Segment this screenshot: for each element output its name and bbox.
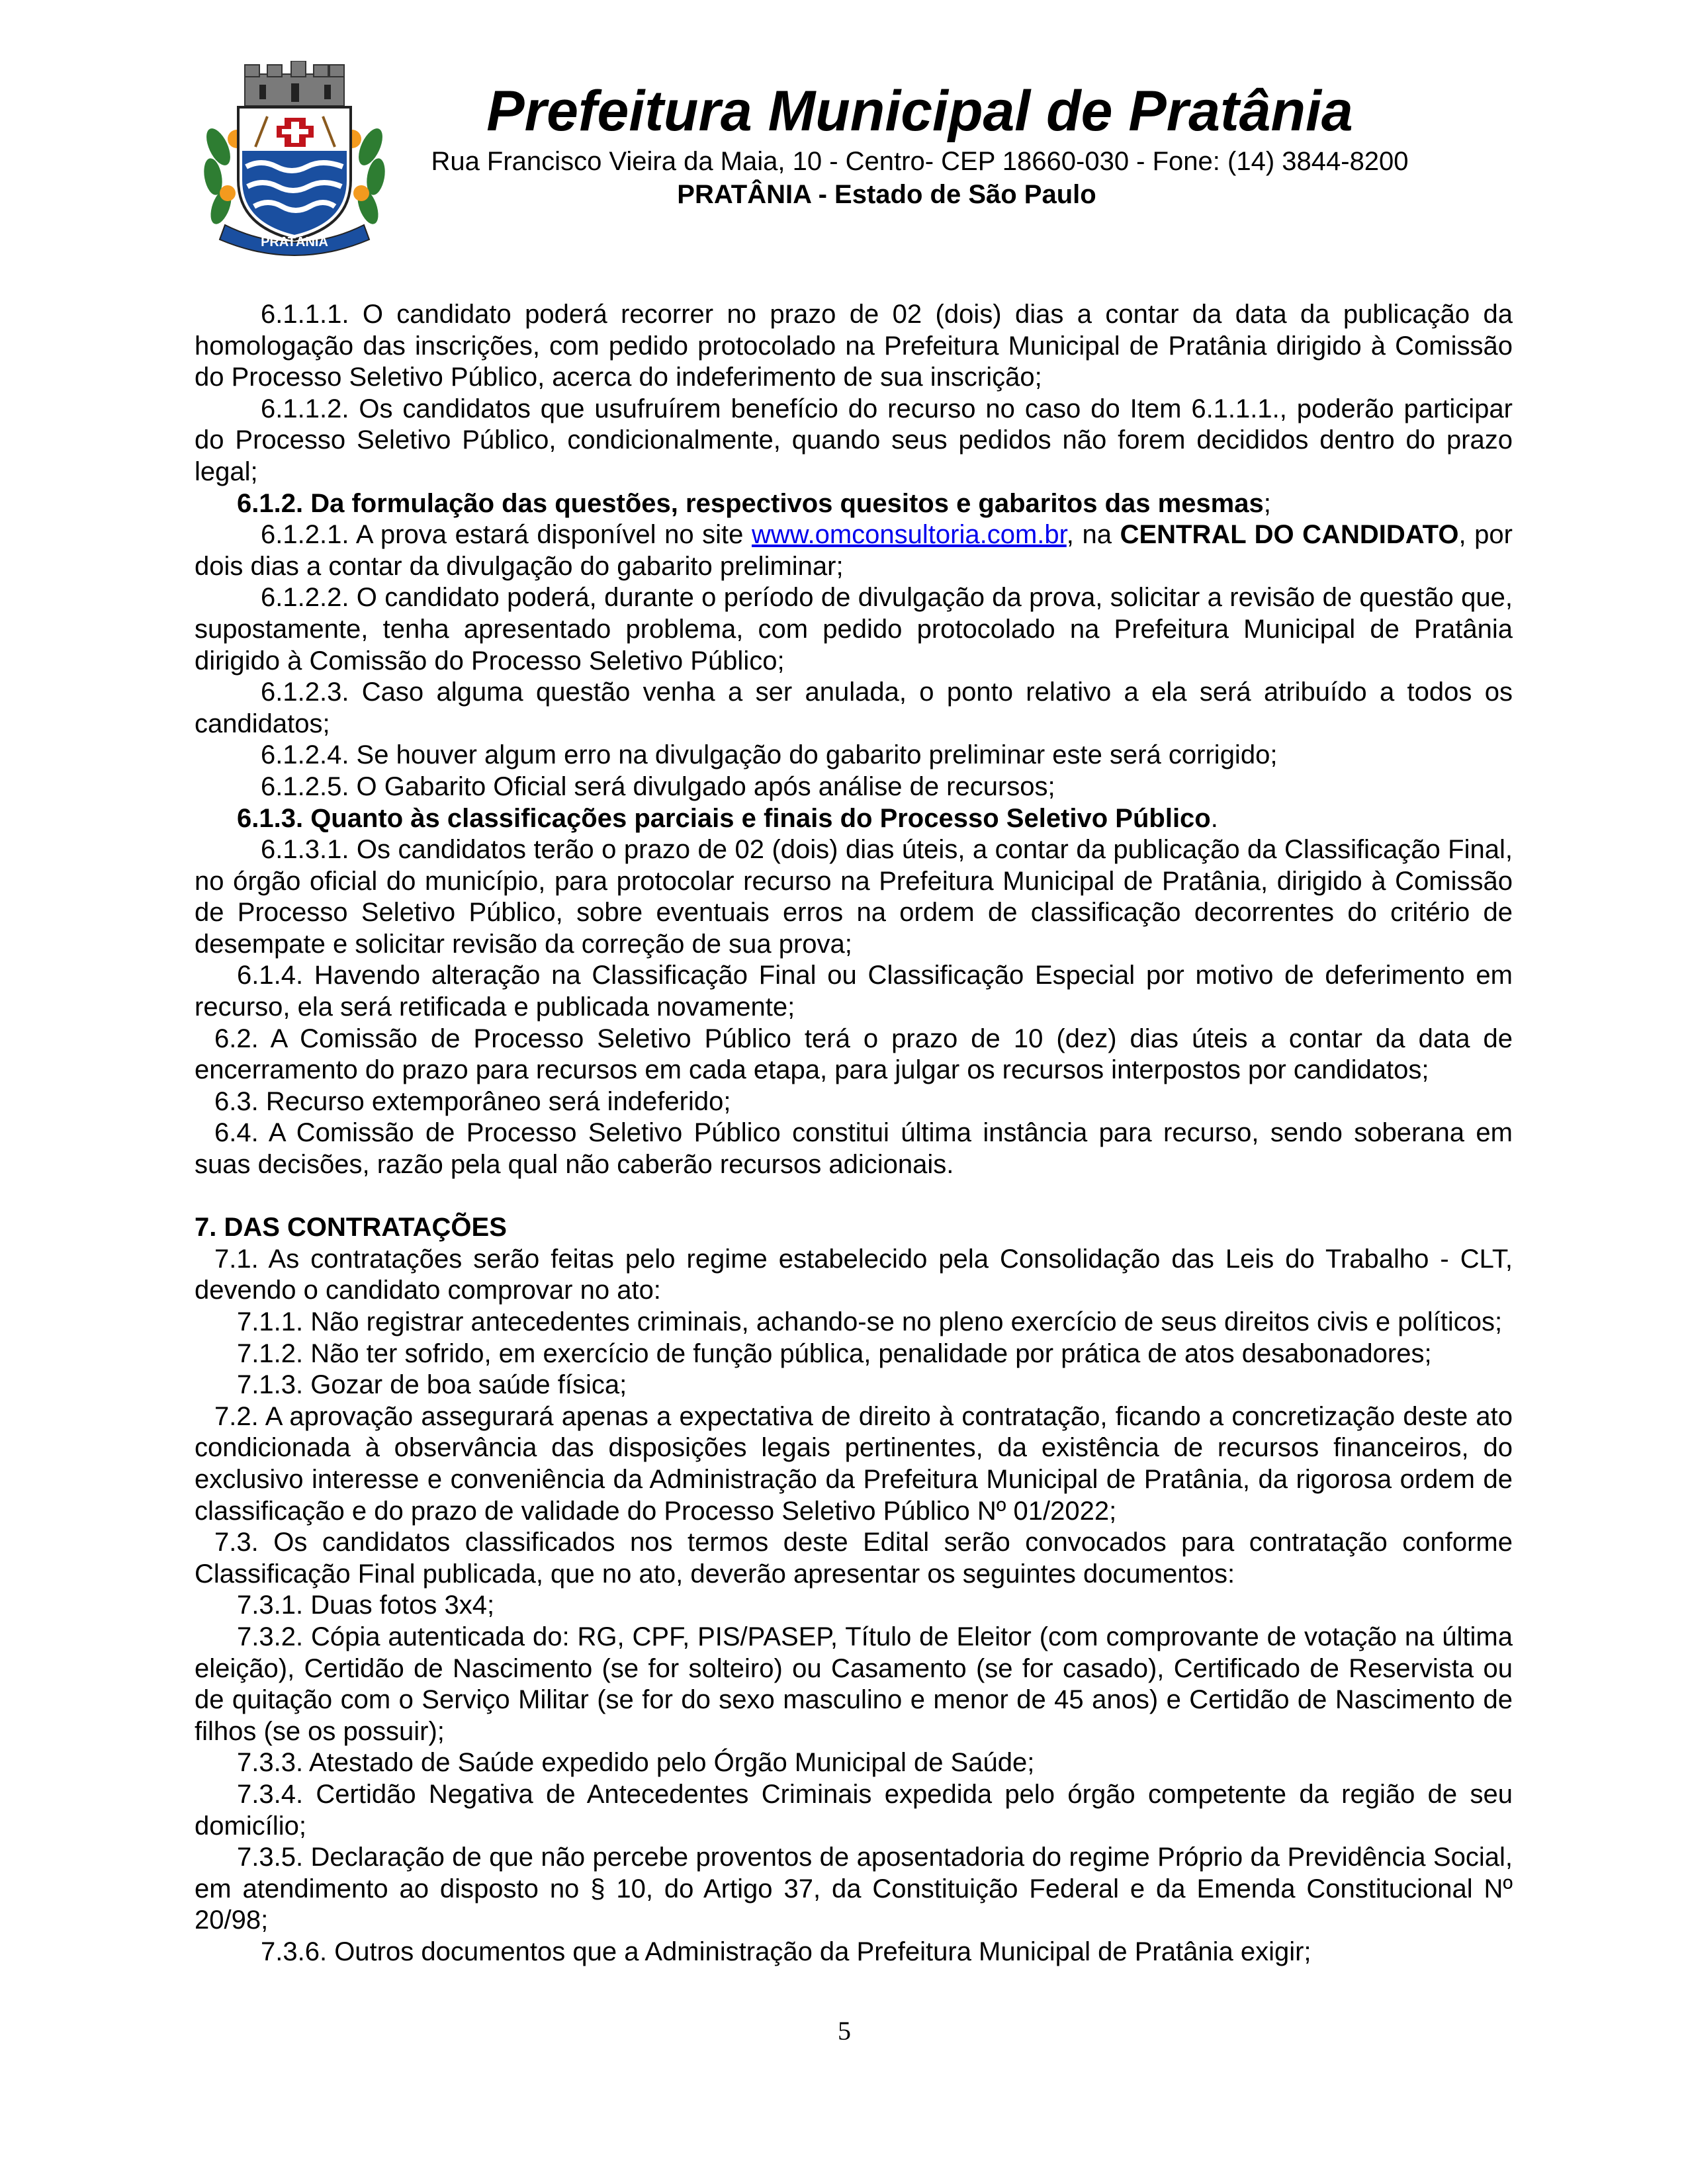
clause-6-1-1-2: 6.1.1.2. Os candidatos que usufruírem benefício do recurso no caso do Item 6.1.1.1., poderão participar do Processo Seletivo Público, condicionalmente, quando seus pedidos não forem decididos dentro do prazo legal; [195, 394, 1513, 486]
crest-banner-text: PRATÂNIA [261, 235, 328, 249]
clause-6-1-4: 6.1.4. Havendo alteração na Classificação Final ou Classificação Especial por motivo de deferimento em recurso, ela será retificada e publicada novamente; [195, 961, 1513, 1022]
clause-6-1-2-5: 6.1.2.5. O Gabarito Oficial será divulgado após análise de recursos; [261, 771, 1055, 801]
clause-7-1: 7.1. As contratações serão feitas pelo regime estabelecido pela Consolidação das Leis do Trabalho - CLT, devendo o candidato comprovar no ato: [195, 1244, 1513, 1305]
document-body [195, 299, 1513, 1968]
clause-7-3-5: 7.3.5. Declaração de que não percebe proventos de aposentadoria do regime Próprio da Previdência Social, em atendimento ao disposto no § 10, do Artigo 37, da Constituição Federal e da Emenda Constitucional Nº 20/98; [195, 1843, 1513, 1935]
clause-6-1-1-1: 6.1.1.1. O candidato poderá recorrer no prazo de 02 (dois) dias a contar da data da publicação da homologação das inscrições, com pedido protocolado na Prefeitura Municipal de Pratânia dirigido à Comissão do Processo Seletivo Público, acerca do indeferimento de sua inscrição; [195, 300, 1513, 392]
header-address: Rua Francisco Vieira da Maia, 10 - Centro- CEP 18660-030 - Fone: (14) 3844-8200 [431, 147, 1409, 176]
page-header [0, 0, 1688, 265]
clause-6-1-2-1-post: , por dois dias a contar da divulgação do gabarito preliminar; [195, 520, 1513, 581]
clause-6-1-2-1 [195, 519, 1513, 582]
clause-7-2: 7.2. A aprovação assegurará apenas a expectativa de direito à contratação, ficando a concretização deste ato condicionada à observância das disposições legais pertinentes, da existência de recursos financeiros, do exclusivo interesse e conveniência da Administração da Prefeitura Municipal de Pratânia, da rigorosa ordem de classificação e do prazo de validade do Processo Seletivo Público Nº 01/2022; [195, 1401, 1513, 1526]
clause-7-3-6: 7.3.6. Outros documentos que a Administração da Prefeitura Municipal de Pratânia exigir; [261, 1937, 1311, 1966]
clause-6-1-2-1-pre: 6.1.2.1. A prova estará disponível no site [261, 520, 752, 550]
clause-6-1-2-3: 6.1.2.3. Caso alguma questão venha a ser anulada, o ponto relativo a ela será atribuído a todos os candidatos; [195, 677, 1513, 738]
municipal-crest-icon [199, 61, 390, 258]
clause-7-3-4: 7.3.4. Certidão Negativa de Antecedentes Criminais expedida pelo órgão competente da região de seu domicílio; [195, 1779, 1513, 1841]
clause-7-3-3: 7.3.3. Atestado de Saúde expedido pelo Órgão Municipal de Saúde; [237, 1748, 1035, 1778]
clause-6-1-2-2: 6.1.2.2. O candidato poderá, durante o período de divulgação da prova, solicitar a revisão de questão que, supostamente, tenha apresentado problema, com pedido protocolado na Prefeitura Municipal de Pratânia dirigido à Comissão do Processo Seletivo Público; [195, 583, 1513, 676]
central-do-candidato-label: CENTRAL DO CANDIDATO [1120, 520, 1459, 550]
clause-6-1-3-heading: 6.1.3. Quanto às classificações parciais e finais do Processo Seletivo Público [237, 803, 1211, 833]
clause-7-1-3: 7.1.3. Gozar de boa saúde física; [237, 1370, 627, 1400]
clause-6-1-3 [195, 803, 1513, 835]
page-title: Prefeitura Municipal de Pratânia [486, 79, 1353, 143]
clause-6-1-2-4: 6.1.2.4. Se houver algum erro na divulgação do gabarito preliminar este será corrigido; [261, 740, 1278, 770]
clause-6-1-2-1-mid: , na [1066, 520, 1120, 550]
clause-7-3-1: 7.3.1. Duas fotos 3x4; [237, 1591, 495, 1620]
omconsultoria-link[interactable]: www.omconsultoria.com.br [752, 520, 1067, 550]
clause-6-1-2 [195, 488, 1513, 520]
clause-6-1-3-end: . [1210, 803, 1218, 833]
clause-7-3-2: 7.3.2. Cópia autenticada do: RG, CPF, PIS/PASEP, Título de Eleitor (com comprovante de votação na última eleição), Certidão de Nascimento (se for solteiro) ou Casamento (se for casado), Certificado de Reservista ou de quitação com o Serviço Militar (se for do sexo masculino e menor de 45 anos) e Certidão de Nascimento de filhos (se os possuir); [195, 1622, 1513, 1746]
clause-6-4: 6.4. A Comissão de Processo Seletivo Público constitui última instância para recurso, sendo soberana em suas decisões, razão pela qual não caberão recursos adicionais. [195, 1118, 1513, 1180]
clause-6-1-2-end: ; [1263, 488, 1271, 518]
clause-6-2: 6.2. A Comissão de Processo Seletivo Público terá o prazo de 10 (dez) dias úteis a contar da data de encerramento do prazo para recursos em cada etapa, para julgar os recursos interpostos por candidatos; [195, 1024, 1513, 1085]
page-number: 5 [838, 2016, 851, 2046]
clause-6-3: 6.3. Recurso extemporâneo será indeferido; [214, 1086, 731, 1116]
clause-6-1-2-heading: 6.1.2. Da formulação das questões, respectivos quesitos e gabaritos das mesmas [237, 488, 1264, 518]
clause-7-3: 7.3. Os candidatos classificados nos termos deste Edital serão convocados para contratação conforme Classificação Final publicada, que no ato, deverão apresentar os seguintes documentos: [195, 1528, 1513, 1589]
clause-7-1-1: 7.1.1. Não registrar antecedentes criminais, achando-se no pleno exercício de seus direitos civis e políticos; [237, 1307, 1503, 1336]
clause-7-1-2: 7.1.2. Não ter sofrido, em exercício de função pública, penalidade por prática de atos desabonadores; [237, 1338, 1432, 1368]
section-7-heading: 7. DAS CONTRATAÇÕES [195, 1213, 507, 1243]
clause-6-1-3-1: 6.1.3.1. Os candidatos terão o prazo de 02 (dois) dias úteis, a contar da publicação da Classificação Final, no órgão oficial do município, para protocolar recurso na Prefeitura Municipal de Pratânia, dirigido à Comissão de Processo Seletivo Público, sobre eventuais erros na ordem de classificação decorrentes do critério de desempate e solicitar revisão da correção de sua prova; [195, 835, 1513, 959]
header-state: PRATÂNIA - Estado de São Paulo [677, 180, 1096, 209]
